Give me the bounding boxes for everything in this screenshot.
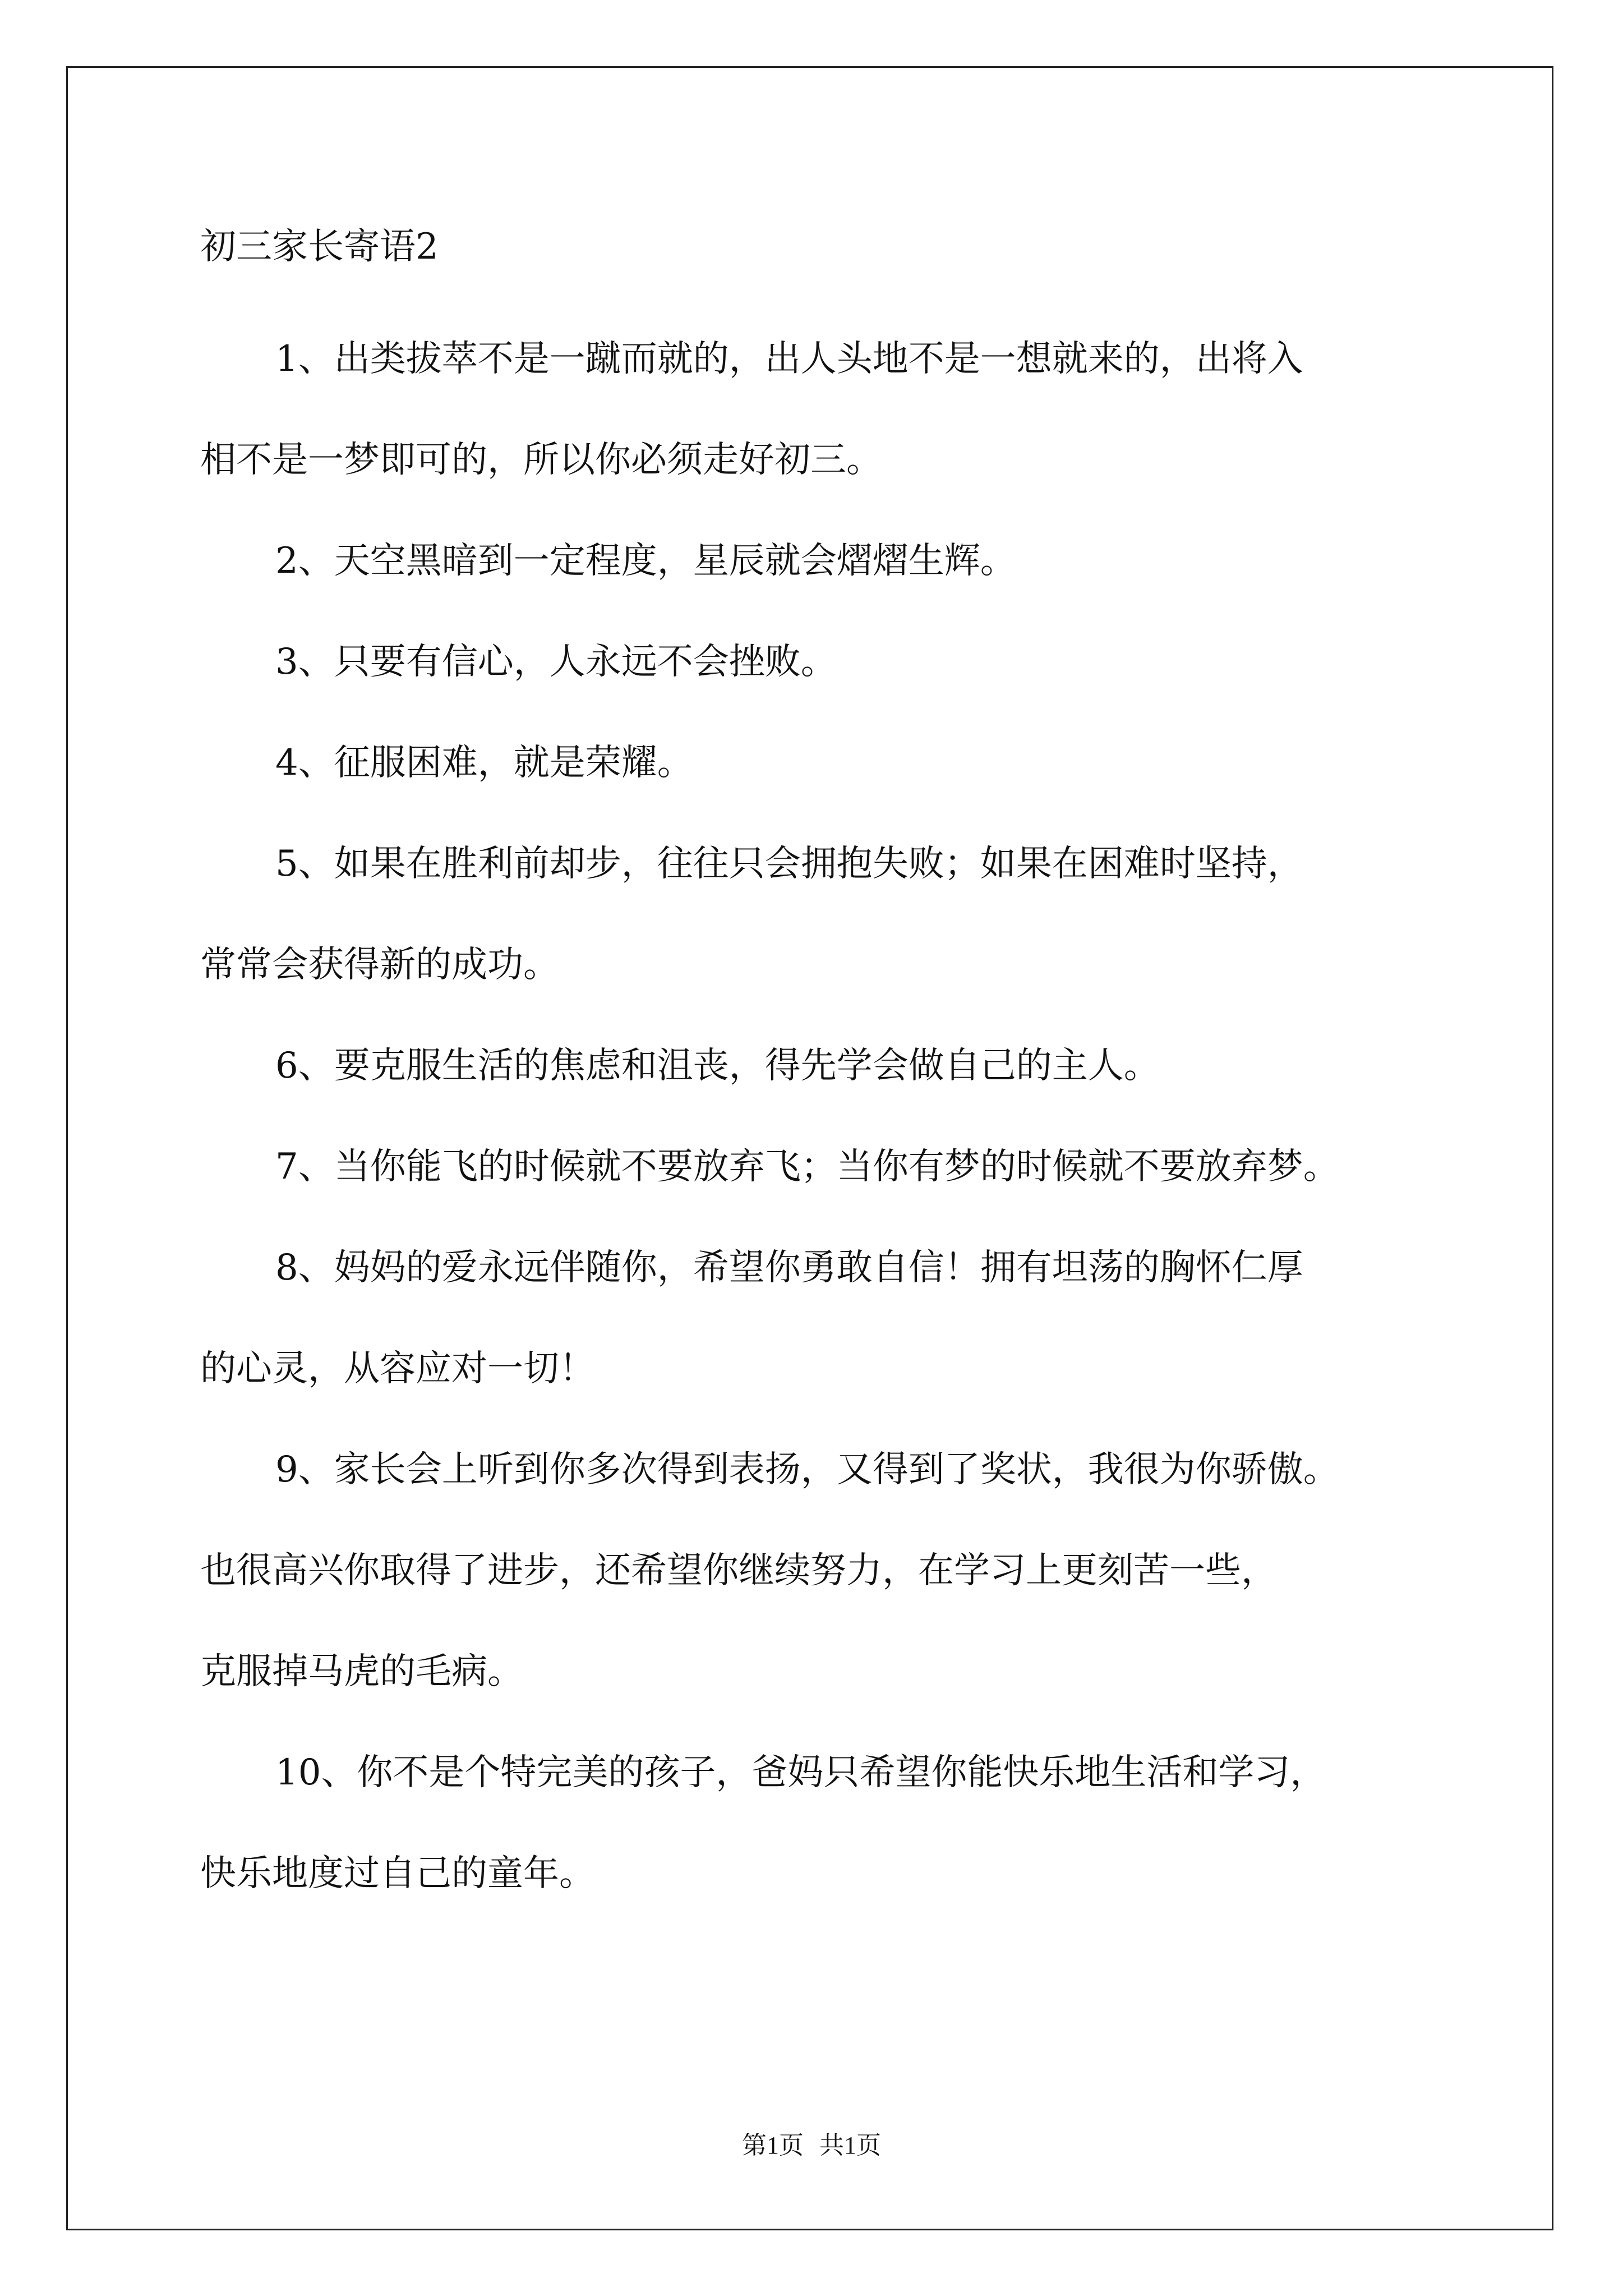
paragraph-7: [200, 1116, 1427, 1217]
paragraph-4: [200, 712, 1427, 813]
document-title: 初三家长寄语2: [200, 226, 439, 268]
paragraph-3: [200, 611, 1427, 712]
paragraph-line: 9、家长会上听到你多次得到表扬，又得到了奖状，我很为你骄傲。: [275, 1449, 1339, 1490]
page-footer: [0, 2129, 1623, 2162]
paragraph-8: [200, 1217, 1427, 1419]
paragraph-line: 3、只要有信心，人永远不会挫败。: [275, 641, 837, 683]
paragraph-9: [200, 1419, 1427, 1722]
paragraph-line: 快乐地度过自己的童年。: [200, 1853, 595, 1894]
paragraph-line: 2、天空黑暗到一定程度，星辰就会熠熠生辉。: [275, 540, 1016, 582]
paragraph-5: [200, 813, 1427, 1015]
paragraph-line: 6、要克服生活的焦虑和沮丧，得先学会做自己的主人。: [275, 1045, 1160, 1087]
paragraph-2: [200, 510, 1427, 611]
paragraph-line: 4、征服困难，就是荣耀。: [275, 742, 693, 784]
paragraph-line: 也很高兴你取得了进步，还希望你继续努力，在学习上更刻苦一些，: [200, 1550, 1277, 1591]
paragraph-line: 的心灵，从容应对一切！: [200, 1348, 595, 1389]
document-body: [200, 213, 1427, 1924]
paragraph-6: [200, 1015, 1427, 1116]
paragraph-line: 7、当你能飞的时候就不要放弃飞；当你有梦的时候就不要放弃梦。: [275, 1146, 1339, 1188]
paragraph-line: 相不是一梦即可的，所以你必须走好初三。: [200, 439, 882, 481]
paragraph-line: 8、妈妈的爱永远伴随你，希望你勇敢自信！拥有坦荡的胸怀仁厚: [275, 1247, 1303, 1289]
paragraph-1: [200, 309, 1427, 510]
page-number-current: 第1页: [742, 2132, 804, 2159]
paragraph-line: 1、出类拔萃不是一蹴而就的，出人头地不是一想就来的，出将入: [275, 338, 1303, 380]
paragraph-line: 常常会获得新的成功。: [200, 944, 559, 986]
page-number-total: 共1页: [819, 2132, 881, 2159]
paragraph-line: 10、你不是个特完美的孩子，爸妈只希望你能快乐地生活和学习，: [275, 1752, 1326, 1793]
paragraph-10: [200, 1722, 1427, 1924]
paragraph-line: 克服掉马虎的毛病。: [200, 1651, 523, 1692]
paragraph-line: 5、如果在胜利前却步，往往只会拥抱失败；如果在困难时坚持，: [275, 843, 1303, 885]
